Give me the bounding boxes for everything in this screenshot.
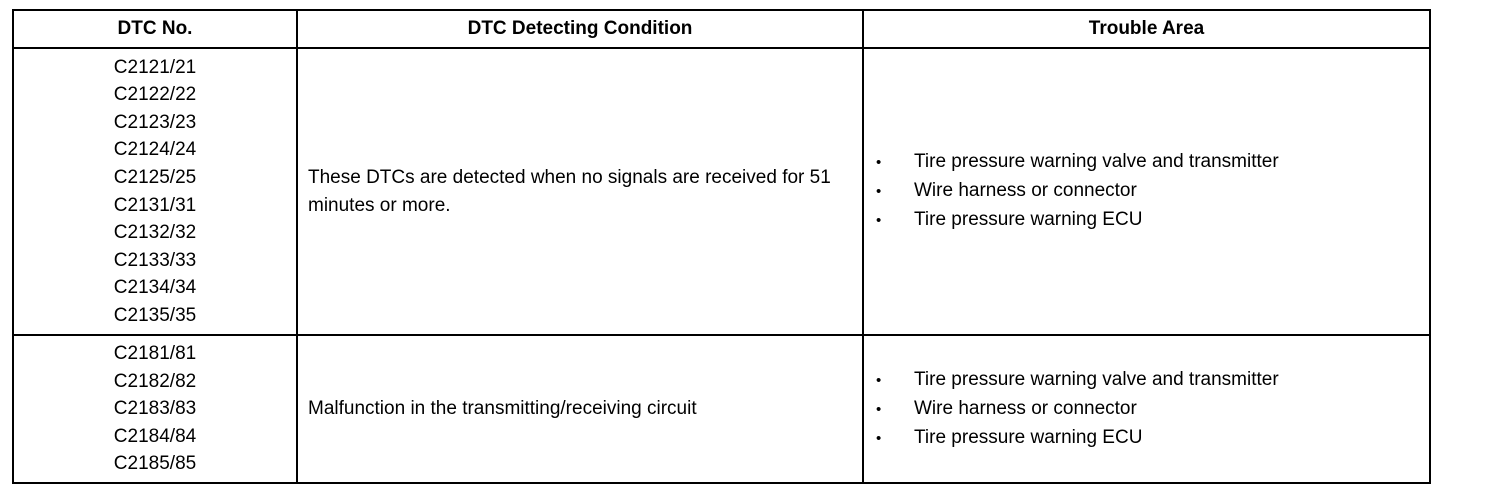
dtc-code-list: [14, 54, 296, 330]
dtc-code: C2133/33: [113, 249, 197, 271]
table-row: [13, 335, 1430, 483]
list-item: [876, 148, 1429, 177]
bullet-icon: •: [876, 154, 882, 171]
trouble-area-text: Tire pressure warning valve and transmitter: [914, 151, 1279, 172]
trouble-area-cell: [863, 335, 1430, 483]
dtc-table: [12, 9, 1431, 484]
dtc-code: C2125/25: [113, 166, 197, 188]
trouble-area-list: [864, 148, 1429, 235]
trouble-area-cell: [863, 48, 1430, 335]
trouble-area-text: Wire harness or connector: [914, 180, 1137, 201]
header-row: [13, 10, 1430, 48]
dtc-code-list: [14, 340, 296, 478]
dtc-codes-cell: [13, 48, 297, 335]
dtc-code: C2182/82: [113, 370, 197, 392]
bullet-icon: •: [876, 429, 882, 447]
bullet-icon: •: [876, 183, 882, 200]
dtc-code: C2122/22: [113, 84, 197, 106]
dtc-code: C2134/34: [113, 277, 197, 299]
dtc-code: C2121/21: [113, 56, 197, 78]
trouble-area-text: Tire pressure warning ECU: [914, 426, 1143, 448]
bullet-icon: •: [876, 371, 882, 389]
list-item: [876, 206, 1429, 235]
dtc-code: C2132/32: [113, 222, 197, 244]
detecting-condition-cell: These DTCs are detected when no signals are received for 51 minutes or more.: [297, 48, 863, 335]
dtc-code: C2135/35: [113, 304, 197, 326]
header-trouble-area: Trouble Area: [863, 10, 1430, 48]
bullet-icon: •: [876, 400, 882, 418]
bullet-icon: •: [876, 212, 882, 229]
dtc-code: C2124/24: [113, 139, 197, 161]
list-item: [876, 366, 1429, 395]
dtc-code: C2181/81: [113, 343, 197, 365]
table-row: [13, 48, 1430, 335]
list-item: [876, 177, 1429, 206]
trouble-area-text: Tire pressure warning valve and transmitter: [914, 368, 1279, 390]
trouble-area-list: [864, 366, 1429, 453]
dtc-code: C2183/83: [113, 398, 197, 420]
dtc-code: C2131/31: [113, 194, 197, 216]
dtc-codes-cell: [13, 335, 297, 483]
trouble-area-text: Tire pressure warning ECU: [914, 209, 1143, 230]
list-item: [876, 395, 1429, 424]
dtc-code: C2185/85: [113, 453, 197, 475]
header-detecting-condition: DTC Detecting Condition: [297, 10, 863, 48]
list-item: [876, 424, 1429, 453]
detecting-condition-cell: Malfunction in the transmitting/receiving circuit: [297, 335, 863, 483]
dtc-code: C2123/23: [113, 111, 197, 133]
dtc-code: C2184/84: [113, 425, 197, 447]
header-dtc-no: DTC No.: [13, 10, 297, 48]
trouble-area-text: Wire harness or connector: [914, 397, 1137, 419]
